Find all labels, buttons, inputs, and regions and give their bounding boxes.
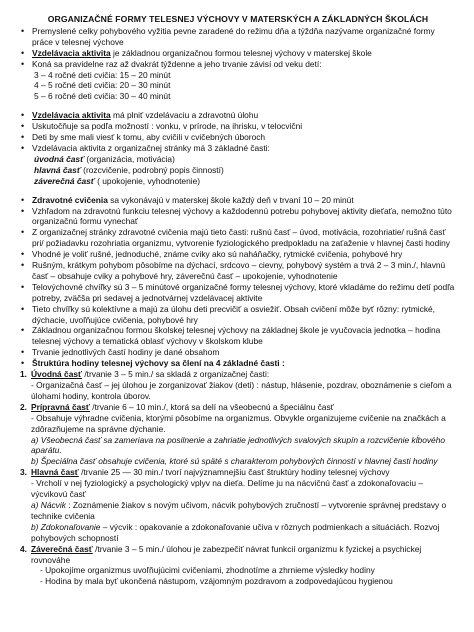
part-detail: - Organizačná časť – jej úlohou je zorganizovať žiakov (deti) : nástup, hlásenie, pozdrav, oboznámenie s cieľom a úlohami hodiny, kontrola úborov. [31,380,452,401]
list-item-text: Koná sa pravidelne raz až dvakrát týždenne a jeho trvanie závisí od veku detí: [32,58,322,69]
list-item-text: Premyslené celky pohybového vyžitia pevne zaradené do režimu dňa a týždňa nazývame organizačné formy práce v telesnej výchove [32,25,435,47]
list-item-text: Trvanie jednotlivých častí hodiny je dané obsahom [32,347,220,358]
term-vzdelavacia-aktivita: Vzdelávacia aktivita [32,110,111,121]
part-detail-italic: b) Špeciálna časť obsahuje cvičenia, ktoré sú späté s charakterom pohybových činností v hlavnej časti hodiny [31,456,438,467]
list-item-text: je základnou organizačnou formou telesnej výchovy v materskej škole [110,47,372,58]
item-number: 1. [20,369,27,380]
bullet-icon: • [21,260,25,271]
bullet-icon: • [21,227,25,238]
bullet-icon: • [21,358,25,369]
part-detail: : Zoznámenie žiakov s novým učivom, nácvik pohybových zručností – vytvorenie správnej predstavy o technike cvičenia [31,499,447,521]
numbered-item [20,544,456,566]
numbered-item [20,402,456,413]
part-name: úvodná časť [34,153,85,164]
term-vzdelavacia-aktivita: Vzdelávacia aktivita [32,47,111,58]
list-item [20,143,456,154]
bullet-icon: • [21,121,25,132]
list-item-text: má plniť vzdelávaciu a zdravotnú úlohu [110,110,259,121]
bullet-icon: • [21,110,25,121]
list-item-text: Základnou organizačnou formou školskej telesnej výchovy na základnej škole je vyučovacia jednotka – hodina telesnej výchovy a tematická oblasť výchovy v školskom klube [32,325,441,347]
part-desc: ( upokojenie, vyhodnotenie) [94,175,201,186]
bullet-icon: • [21,325,25,336]
part-text: /trvanie 6 – 10 min./, ktorá sa delí na všeobecnú a špeciálnu časť [89,401,334,412]
part-desc: (organizácia, motivácia) [84,153,175,164]
part-name: záverečná časť [34,175,95,186]
numbered-item [20,467,456,478]
list-item [20,48,456,59]
list-item [20,110,456,121]
bullet-icon: • [21,58,25,69]
bullet-icon: • [21,303,25,314]
list-item [20,26,456,48]
part-detail: - Vrcholí v nej fyziologický a psychologický vplyv na dieťa. Delíme ju na nácvičnú časť a zdokonaľovaciu – výcvikovú časť [31,478,423,500]
list-item [20,260,456,282]
item-number: 2. [20,401,27,412]
bullet-icon: • [21,47,25,58]
list-item [20,132,456,143]
part-title: Záverečná časť [31,543,93,554]
numbered-item [20,369,456,380]
list-item [20,59,456,70]
age-line: 3 – 4 ročné deti cvičia: 15 – 20 minút [34,69,171,80]
list-item-text: Vhodné je voliť rušné, jednoduché, známe cviky ako sú naháňačky, rytmické cvičenia, pohybové hry [32,249,403,260]
part-title: Úvodná časť [31,369,83,380]
list-item [20,227,456,249]
part-text: /trvanie 3 – 5 min./ sa skladá z organizačnej časti: [82,369,270,380]
list-item [20,325,456,347]
bullet-icon: • [21,347,25,358]
list-item [20,282,456,304]
part-text: /trvanie 3 – 5 min./ úlohou je zabezpečiť návrat funkcií organizmu k fyzickej a psychickej rovnováhe [31,543,422,565]
part-detail-italic: a) Všeobecná časť sa zameriava na posilnenie a zahriatie jednotlivých svalových skupín a rozcvičenie kĺbového aparátu. [31,434,446,456]
part-title: Hlavná časť [31,467,79,478]
part-desc: (rozcvičenie, podrobný popis činností) [80,164,224,175]
list-item-text: Vzhľadom na zdravotnú funkciu telesnej výchovy a každodennú potrebu pohybovej aktivity dieťaťa, nemožno túto organizačnú formu vynechať [32,205,452,227]
list-item-text: Vzdelávacia aktivita z organizačnej stránky má 3 základné časti: [32,142,270,153]
bullet-icon: • [21,281,25,292]
structure-heading: Štruktúra hodiny telesnej výchovy sa člení na 4 základné časti : [32,358,285,369]
part-detail-label: a) Nácvik [31,499,66,510]
bullet-icon: • [21,132,25,143]
age-line: 4 – 5 ročné deti cvičia: 20 – 30 minút [34,80,171,91]
list-item [20,304,456,326]
bullet-icon: • [21,194,25,205]
part-detail-label: b) Zdokonaľovanie [31,521,101,532]
part-name: hlavná časť [34,164,81,175]
item-number: 3. [20,467,27,478]
list-item-text: Deti by sme mali viesť k tomu, aby cvičili v cvičebných úboroch [32,132,266,143]
part-detail: - Upokojíme organizmus uvoľňujúcimi cvičeniami, zhodnotíme a zhrnieme výsledky hodiny [40,565,375,576]
item-number: 4. [20,543,27,554]
document-title: ORGANIZAČNÉ FORMY TELESNEJ VÝCHOVY V MATERSKÝCH A ZÁKLADNÝCH ŠKOLÁCH [47,14,429,24]
list-item [20,347,456,358]
list-item [20,121,456,132]
age-line: 5 – 6 ročné deti cvičia: 30 – 40 minút [34,91,171,102]
list-item-text: Uskutočňuje sa podľa možností : vonku, v prírode, na ihrisku, v telocvični [32,121,303,132]
list-item [20,206,456,228]
part-detail: - Hodina by mala byť ukončená nástupom, vzájomným pozdravom a zodpovedajúcou hygienou [40,576,393,587]
list-item-text: sa vykonávajú v materskej škole každý deň v trvaní 10 – 20 minút [107,194,354,205]
bullet-icon: • [21,205,25,216]
list-item [20,358,456,369]
list-item-text: Tieto chvíľky sú kolektívne a majú za úlohu deti precvičiť a osviežiť. Obsah cvičení môže byť rôzny: rytmické, dýchacie, uvoľňujúce cvičenia, pohybové hry [32,303,436,325]
part-title: Prípravná časť [31,401,90,412]
part-detail: - Obsahuje výhradne cvičenia, ktorými pôsobíme na organizmus. Obvykle organizujeme cvičenie na značkách a zdôrazňujeme na správne dýchanie. [31,412,446,434]
term-zdravotne-cvicenia: Zdravotné cvičenia [32,194,108,205]
bullet-icon: • [21,25,25,36]
list-item-text: Rušným, krátkym pohybom pôsobíme na dýchací, srdcovo – cievny, pohybový systém a trvá 2 – 3 min./, hlavnú časť – obsahuje cviky a pohybové hry, záverečnú časť – upokojenie, vyhodnotenie [32,260,446,281]
list-item-text: Z organizačnej stránky zdravotné cvičenia majú tieto časti: rušnú časť – úvod, motivácia, rozohriatie/ rušná časť pri/ požiadavku rozohriatia organizmu, vytvorenie fyziologického predpokladu na zaťaženie v hlavnej časti hodiny [32,227,450,249]
list-item [20,195,456,206]
bullet-icon: • [21,142,25,153]
list-item [20,249,456,260]
part-text: /trvanie 25 — 30 min./ tvorí najvýznamnejšiu časť štruktúry hodiny telesnej výchovy [78,467,390,478]
list-item-text: Telovýchovné chvíľky sú 3 – 5 minútové organizačné formy telesnej výchovy, ktoré vkladáme do režimu detí podľa potreby, zväčša pri sedavej a jednotvárnej vzdelávacej aktivite [32,281,455,303]
part-detail: – výcvik : opakovanie a zdokonaľovanie učiva v rôznych podmienkach a situáciách. Rozvoj pohybových schopností [31,521,440,543]
bullet-icon: • [21,249,25,260]
